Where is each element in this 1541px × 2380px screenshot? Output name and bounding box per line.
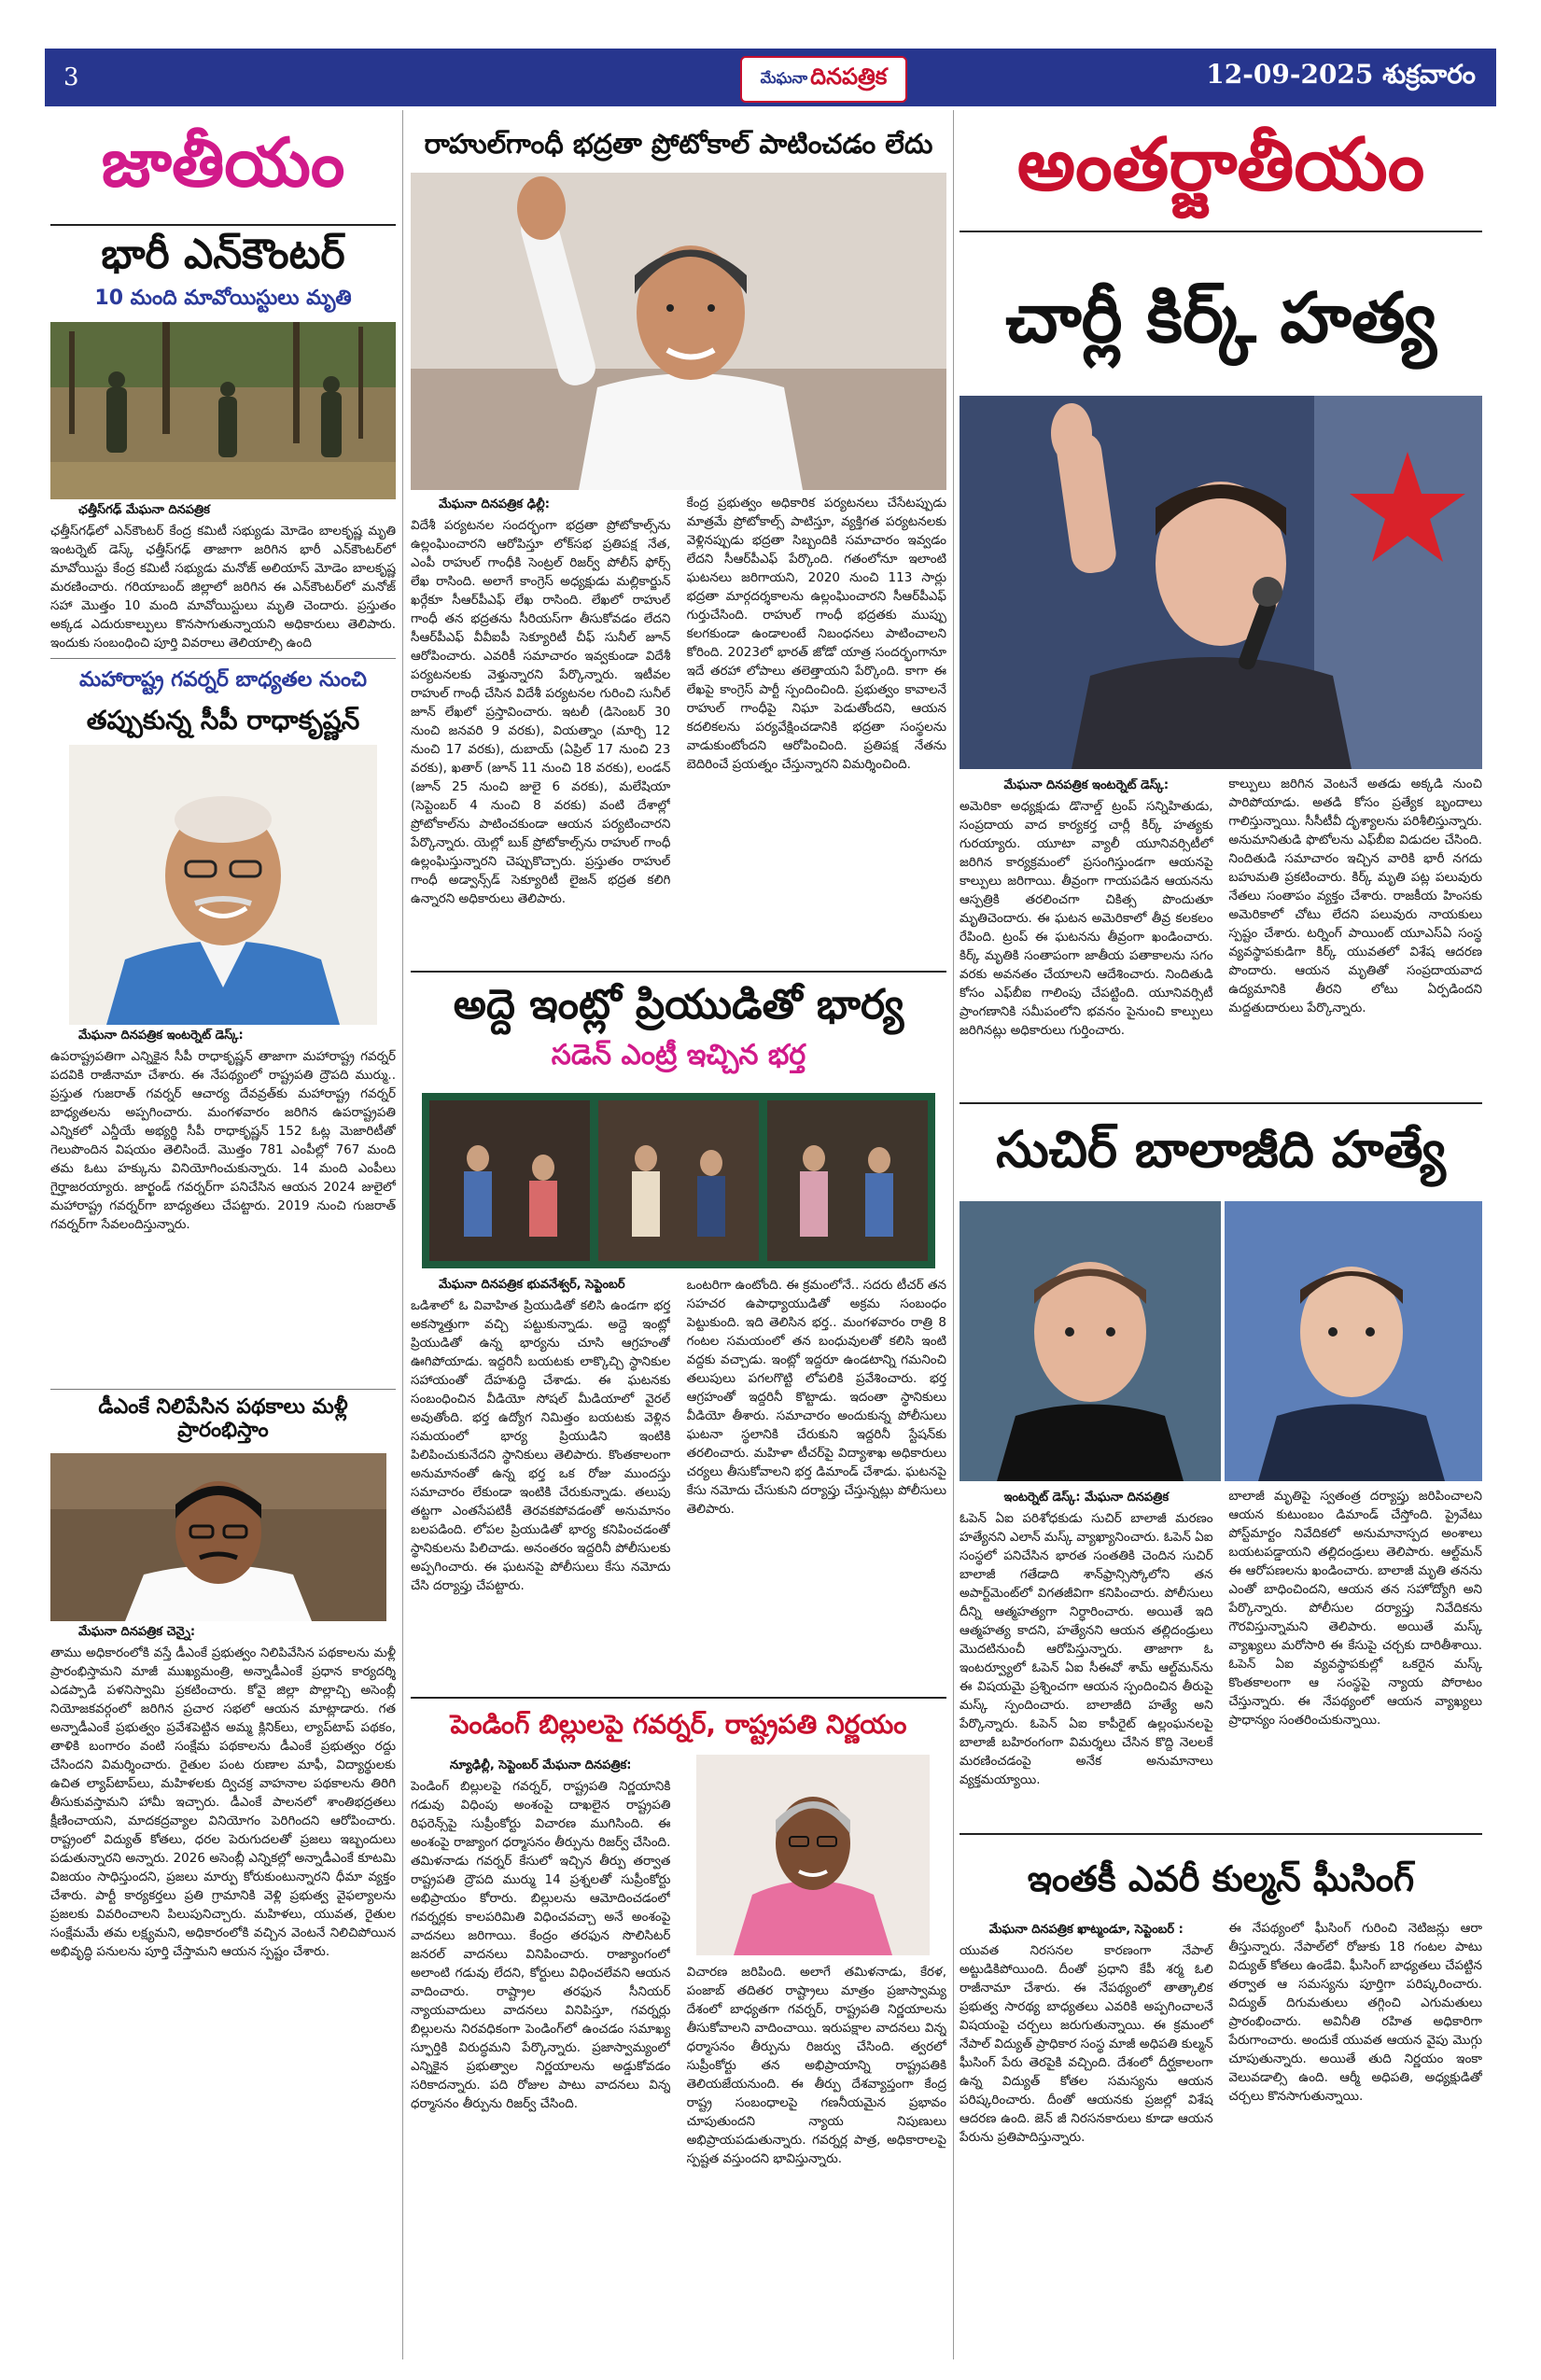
divider	[960, 1102, 1482, 1104]
bills-headline: పెండింగ్ బిల్లులపై గవర్నర్, రాష్ట్రపతి నిర్ణయం	[450, 1708, 907, 1740]
palaniswami-caption: మేఘనా దినపత్రిక చెన్నై:	[78, 1625, 196, 1640]
rahul-caption: మేఘనా దినపత్రిక ఢిల్లీ:	[439, 497, 550, 512]
radhakrishnan-caption: మేఘనా దినపత్రిక ఇంటర్నెట్ డెస్క్:	[78, 1028, 244, 1043]
radhakrishnan-headline-2: తప్పుకున్న సీపీ రాధాకృష్ణన్	[86, 704, 360, 735]
divider	[50, 658, 396, 659]
masthead-small: మేఘనా	[760, 68, 808, 87]
masthead-title: దినపత్రిక	[810, 63, 888, 90]
divider	[50, 224, 396, 226]
wife-subhead: సడెన్ ఎంట్రీ ఇచ్చిన భర్త	[551, 1038, 806, 1071]
palaniswami-headline: డీఎంకే నిలిపేసిన పథకాలు మళ్లీ ప్రారంభిస్తాం	[98, 1394, 348, 1443]
kirk-caption: మేఘనా దినపత్రిక ఇంటర్నెట్ డెస్క్:	[1003, 778, 1170, 793]
kirk-photo	[960, 396, 1482, 769]
rahul-body-left: విదేశీ పర్యటనల సందర్భంగా భద్రతా ప్రోటోకాల్స్‌ను ఉల్లంఘించారని ఆరోపిస్తూ లోక్‌సభ ప్రతిపక్ష నేత, ఎంపీ రాహుల్ గాంధీకి సెంట్రల్ రిజర్వ్ పోలీస్ ఫోర్స్ లేఖ రాసింది. అలాగే కాంగ్రెస్ అధ్యక్షుడు మల్లికార్జున్ ఖర్గేకూ సీఆర్‌పీఎఫ్ లేఖ రాసింది. లేఖలో రాహుల్ గాంధీ తన భద్రతను సీరియస్‌గా తీసుకోవడం లేదని సీఆర్‌పీఎఫ్ వీవీఐపీ సెక్యూరిటీ చీఫ్ సునీల్ జూన్ ఆరోపించారు. ఎవరికీ సమాచారం ఇవ్వకుండా విదేశీ పర్యటనలకు వెళ్తున్నారని పేర్కొన్నారు. ఇటీవల రాహుల్ గాంధీ చేసిన విదేశీ పర్యటనల గురించి సునీల్ జూన్ లేఖలో ప్రస్తావించారు. ఇటలీ (డిసెంబర్ 30 నుంచి జనవరి 9 వరకు), వియత్నాం (మార్చి 12 నుంచి 17 వరకు), దుబాయ్ (ఏప్రిల్ 17 నుంచి 23 వరకు), ఖతార్ (జూన్ 11 నుంచి 18 వరకు), లండన్ (జూన్ 25 నుంచి జులై 6 వరకు), మలేషియా (సెప్టెంబర్ 4 నుంచి 8 వరకు) వంటి దేశాల్లో ప్రోటోకాల్‌ను పాటించకుండా ఆయన పర్యటించారని పేర్కొన్నారు. యెల్లో బుక్ ప్రోటోకాల్స్‌ను రాహుల్ గాంధీ ఉల్లంఘిస్తున్నారని చెప్పుకొచ్చారు. ప్రస్తుతం రాహుల్ గాంధీ అడ్వాన్స్‌డ్ సెక్యూరిటీ లైజన్ భద్రత కలిగి ఉన్నారని అధికారులు తెలిపారు.	[411, 518, 671, 907]
radhakrishnan-body: ఉపరాష్ట్రపతిగా ఎన్నికైన సీపీ రాధాకృష్ణన్ తాజాగా మహారాష్ట్ర గవర్నర్ పదవికి రాజీనామా చేశారు. ఈ నేపథ్యంలో రాష్ట్రపతి ద్రౌపది ముర్ము.. ప్రస్తుత గుజరాత్ గవర్నర్ ఆచార్య దేవవ్రత్‌కు మహారాష్ట్ర గవర్నర్ బాధ్యతలను అప్పగించారు. మంగళవారం జరిగిన ఉపరాష్ట్రపతి ఎన్నికలో ఎన్డీయే అభ్యర్థి సీపీ రాధాకృష్ణన్ 152 ఓట్ల మెజారిటీతో గెలుపొందిన విషయం తెలిసిందే. మొత్తం 781 ఎంపీల్లో 767 మంది తమ ఓటు హక్కును వినియోగించుకున్నారు. 14 మంది ఎంపీలు గైర్హాజరయ్యారు. జార్ఖండ్ గవర్నర్‌గా పనిచేసిన ఆయన 2024 జులైలో మహారాష్ట్ర గవర్నర్‌గా బాధ్యతలు చేపట్టారు. 2019 నుంచి గుజరాత్ గవర్నర్‌గా సేవలందిస్తున్నారు.	[50, 1048, 396, 1232]
encounter-body: ఛత్తీస్‌గఢ్‌లో ఎన్‌కౌంటర్ కేంద్ర కమిటీ సభ్యుడు మోడెం బాలకృష్ణ మృతి ఇంటర్నెట్ డెస్క్ ఛత్తీస్‌గఢ్ తాజాగా జరిగిన భారీ ఎన్‌కౌంటర్‌లో మావోయిస్టు కేంద్ర కమిటీ సభ్యుడు మనోజ్ అలియాస్ మోడెం బాలకృష్ణ మరణించారు. గరియాబంద్ జిల్లాలో జరిగిన ఈ ఎన్‌కౌంటర్‌లో మనోజ్ సహా మొత్తం 10 మంది మావోయిస్టులు మృతి చెందారు. ప్రస్తుతం అక్కడ ఎదురుకాల్పులు కొనసాగుతున్నాయని అధికారులు తెలిపారు. ఇందుకు సంబంధించి పూర్తి వివరాలు తెలియాల్సి ఉంది	[50, 523, 396, 651]
rahul-body-columns	[411, 494, 946, 965]
encounter-headline: భారీ ఎన్‌కౌంటర్	[101, 231, 345, 278]
balaji-headline: సుచిర్ బాలాజీది హత్యే	[996, 1120, 1446, 1180]
wife-body-right: ఒంటరిగా ఉంటోంది. ఈ క్రమంలోనే.. సదరు టీచర్ తన సహచర ఉపాధ్యాయుడితో అక్రమ సంబంధం పెట్టుకుంది. ఇది తెలిసిన భర్త.. మంగళవారం రాత్రి 8 గంటల సమయంలో తన బంధువులతో కలిసి ఇంటి వద్దకు వచ్చాడు. ఇంట్లో ఇద్దరూ ఉండటాన్ని గమనించి తలుపులు పగలగొట్టి లోపలికి ప్రవేశించారు. భర్త ఆగ్రహంతో ఇద్దరినీ కొట్టాడు. ఇదంతా స్థానికులు వీడియో తీశారు. సమాచారం అందుకున్న పోలీసులు ఘటనా స్థలానికి చేరుకుని ఇద్దరినీ స్టేషన్‌కు తరలించారు. మహిళా టీచర్‌పై విద్యాశాఖ అధికారులు చర్యలు తీసుకోవాలని భర్త డిమాండ్ చేశాడు. ఘటనపై కేసు నమోదు చేసుకుని దర్యాప్తు చేస్తున్నట్లు పోలీసులు తెలిపారు.	[686, 1277, 946, 1517]
issue-date: 12-09-2025 శుక్రవారం	[1206, 59, 1476, 90]
national-column	[50, 110, 396, 2148]
divider	[960, 231, 1482, 232]
wife-body-left: ఒడిశాలో ఓ వివాహిత ప్రియుడితో కలిసి ఉండగా భర్త అకస్మాత్తుగా వచ్చి పట్టుకున్నాడు. అద్దె ఇంట్లో ప్రియుడితో ఉన్న భార్యను చూసి ఆగ్రహంతో ఊగిపోయాడు. ఇద్దరినీ బయటకు లాక్కొచ్చి స్థానికుల సహాయంతో దేహశుద్ధి చేశాడు. ఈ ఘటనకు సంబంధించిన వీడియో సోషల్ మీడియాలో వైరల్ అవుతోంది. భర్త ఉద్యోగ నిమిత్తం బయటకు వెళ్లిన సమయంలో భార్య ప్రియుడిని ఇంటికి పిలిపించుకునేదని స్థానికులు తెలిపారు. కొంతకాలంగా అనుమానంతో ఉన్న భర్త ఒక రోజు ముందస్తు సమాచారం లేకుండా ఇంటికి చేరుకున్నాడు. తలుపు తట్టగా ఎంతసేపటికీ తెరవకపోవడంతో అనుమానం బలపడింది. లోపల ప్రియుడితో భార్య కనిపించడంతో స్థానికులను పిలిచాడు. అనంతరం ఇద్దరినీ పోలీసులకు అప్పగించారు. ఈ ఘటనపై పోలీసులు కేసు నమోదు చేసి దర్యాప్తు చేపట్టారు.	[411, 1297, 671, 1593]
international-column	[960, 110, 1482, 2175]
divider	[50, 1389, 396, 1390]
encounter-photo	[50, 322, 396, 499]
balaji-body-left: ఓపెన్ ఏఐ పరిశోధకుడు సుచిర్ బాలాజీ మరణం హత్యేనని ఎలాన్ మస్క్ వ్యాఖ్యానించారు. ఓపెన్ ఏఐ సంస్థలో పనిచేసిన భారత సంతతికి చెందిన సుచిర్ బాలాజీ గతేడాది శాన్‌ఫ్రాన్సిస్కోలోని తన అపార్ట్‌మెంట్‌లో విగతజీవిగా కనిపించారు. పోలీసులు దీన్ని ఆత్మహత్యగా నిర్ధారించారు. అయితే ఇది ఆత్మహత్య కాదని, హత్యేనని ఆయన తల్లిదండ్రులు మొదటినుంచీ ఆరోపిస్తున్నారు. తాజాగా ఓ ఇంటర్వ్యూలో ఓపెన్ ఏఐ సీఈవో శామ్ ఆల్ట్‌మన్‌ను ఈ విషయమై ప్రశ్నించగా ఆయన స్పందించిన తీరుపై మస్క్ స్పందించారు. బాలాజీది హత్యే అని పేర్కొన్నారు. ఓపెన్ ఏఐ కాపీరైట్ ఉల్లంఘనలపై బాలాజీ బహిరంగంగా విమర్శలు చేసిన కొద్ది నెలలకే మరణించడంపై అనేక అనుమానాలు వ్యక్తమయ్యాయి.	[960, 1511, 1213, 1788]
kulman-body-right: ఈ నేపథ్యంలో ఘీసింగ్ గురించి నెటిజన్లు ఆరా తీస్తున్నారు. నేపాల్‌లో రోజుకు 18 గంటల పాటు విద్యుత్ కోతలు ఉండేవి. ఘీసింగ్ బాధ్యతలు చేపట్టిన తర్వాత ఆ సమస్యను పూర్తిగా పరిష్కరించారు. విద్యుత్ దిగుమతులు తగ్గించి ఎగుమతులు ప్రారంభించారు. అవినీతి రహిత అధికారిగా పేరుగాంచారు. అందుకే యువత ఆయన వైపు మొగ్గు చూపుతున్నారు. అయితే తుది నిర్ణయం ఇంకా వెలువడాల్సి ఉంది. ఆర్మీ అధిపతి, అధ్యక్షుడితో చర్చలు కొనసాగుతున్నాయి.	[1228, 1920, 1482, 2104]
kulman-body-left: యువత నిరసనల కారణంగా నేపాల్ అట్టుడికిపోయింది. దీంతో ప్రధాని కేపీ శర్మ ఓలి రాజీనామా చేశారు. ఈ నేపథ్యంలో తాత్కాలిక ప్రభుత్వ సారథ్య బాధ్యతలు ఎవరికి అప్పగించాలనే విషయంపై చర్చలు జరుగుతున్నాయి. ఈ క్రమంలో నేపాల్ విద్యుత్ ప్రాధికార సంస్థ మాజీ అధిపతి కుల్మన్ ఘీసింగ్ పేరు తెరపైకి వచ్చింది. దేశంలో దీర్ఘకాలంగా ఉన్న విద్యుత్ కోతల సమస్యను ఆయన పరిష్కరించారు. దీంతో ఆయనకు ప్రజల్లో విశేష ఆదరణ ఉంది. జెన్ జీ నిరసనకారులు కూడా ఆయన పేరును ప్రతిపాదిస్తున్నారు.	[960, 1942, 1213, 2145]
radhakrishnan-photo	[69, 745, 377, 1025]
divider	[411, 971, 946, 973]
international-section-title: అంతర్జాతీయం	[1016, 123, 1425, 207]
bills-body-left: పెండింగ్ బిల్లులపై గవర్నర్, రాష్ట్రపతి నిర్ణయానికి గడువు విధింపు అంశంపై దాఖలైన రాష్ట్రపతి రిఫరెన్స్‌పై సుప్రీంకోర్టు విచారణ ముగిసింది. ఈ అంశంపై రాజ్యాంగ ధర్మాసనం తీర్పును రిజర్వ్ చేసింది. తమిళనాడు గవర్నర్ కేసులో ఇచ్చిన తీర్పు తర్వాత రాష్ట్రపతి ద్రౌపది ముర్ము 14 ప్రశ్నలతో సుప్రీంకోర్టు అభిప్రాయం కోరారు. బిల్లులను ఆమోదించడంలో గవర్నర్లకు కాలపరిమితి విధించవచ్చా అనే అంశంపై వాదనలు జరిగాయి. కేంద్రం తరఫున సొలిసిటర్ జనరల్ వాదనలు వినిపించారు. రాజ్యాంగంలో అలాంటి గడువు లేదని, కోర్టులు విధించలేవని ఆయన వాదించారు. రాష్ట్రాల తరఫున సీనియర్ న్యాయవాదులు వాదనలు వినిపిస్తూ, గవర్నర్లు బిల్లులను నిరవధికంగా పెండింగ్‌లో ఉంచడం సమాఖ్య స్ఫూర్తికి విరుద్ధమని పేర్కొన్నారు. ప్రజాస్వామ్యంలో ఎన్నికైన ప్రభుత్వాల నిర్ణయాలను అడ్డుకోవడం సరికాదన్నారు. పది రోజుల పాటు వాదనలు విన్న ధర్మాసనం తీర్పును రిజర్వ్ చేసింది.	[411, 1779, 671, 2112]
kulman-headline: ఇంతకీ ఎవరీ కుల్మన్ ఘీసింగ్	[1027, 1858, 1415, 1900]
musk-altman-photo	[960, 1201, 1482, 1481]
column-divider-1	[402, 110, 403, 2359]
balaji-caption: ఇంటర్నెట్ డెస్క్: మేఘనా దినపత్రిక	[1003, 1491, 1170, 1505]
wife-caption: మేఘనా దినపత్రిక భువనేశ్వర్, సెప్టెంబర్	[439, 1277, 625, 1292]
divider	[411, 1697, 946, 1699]
page-number: 3	[63, 63, 79, 91]
wife-body-columns	[411, 1274, 946, 1691]
bills-caption: న్యూఢిల్లీ, సెప్టెంబర్ మేఘనా దినపత్రిక:	[449, 1758, 632, 1773]
rahul-photo	[411, 173, 946, 490]
rahul-headline: రాహుల్‌గాంధీ భద్రతా ప్రోటోకాల్ పాటించడం లేదు	[424, 128, 933, 160]
palaniswami-body: తాము అధికారంలోకి వస్తే డీఎంకే ప్రభుత్వం నిలిపివేసిన పథకాలను మళ్లీ ప్రారంభిస్తామని మాజీ ముఖ్యమంత్రి, అన్నాడీఎంకే ప్రధాన కార్యదర్శి ఎడప్పాడి పళనిస్వామి ప్రకటించారు. కోవై జిల్లా పొల్లాచ్చి అసెంబ్లీ నియోజకవర్గంలో జరిగిన ప్రచార సభలో ఆయన మాట్లాడారు. గత అన్నాడీఎంకే ప్రభుత్వం ప్రవేశపెట్టిన అమ్మ క్లినిక్‌లు, ల్యాప్‌టాప్ పథకం, తాళికి బంగారం వంటి సంక్షేమ పథకాలను డీఎంకే ప్రభుత్వం రద్దు చేసిందని విమర్శించారు. రైతుల పంట రుణాల మాఫీ, విద్యార్థులకు ఉచిత ల్యాప్‌టాప్‌లు, మహిళలకు ద్విచక్ర వాహనాల పథకాలను తిరిగి తీసుకువస్తామని హామీ ఇచ్చారు. డీఎంకే పాలనలో శాంతిభద్రతలు క్షీణించాయని, మాదకద్రవ్యాల వినియోగం పెరిగిందని ఆరోపించారు. రాష్ట్రంలో విద్యుత్ కోతలు, ధరల పెరుగుదలతో ప్రజలు ఇబ్బందులు పడుతున్నారని అన్నారు. 2026 అసెంబ్లీ ఎన్నికల్లో అన్నాడీఎంకే కూటమి విజయం సాధిస్తుందని, ప్రజలు మార్పు కోరుకుంటున్నారని ధీమా వ్యక్తం చేశారు. పార్టీ కార్యకర్తలు ప్రతి గ్రామానికి వెళ్లి ప్రభుత్వ వైఫల్యాలను ప్రజలకు వివరించాలని పిలుపునిచ్చారు. మహిళలు, యువత, రైతుల సంక్షేమమే తమ లక్ష్యమని, అధికారంలోకి వచ్చిన వెంటనే నిలిచిపోయిన అభివృద్ధి పనులను పూర్తి చేస్తామని ఆయన స్పష్టం చేశారు.	[50, 1645, 396, 1960]
column-divider-2	[953, 110, 954, 2359]
kirk-headline: చార్లీ కిర్క్ హత్య	[1005, 278, 1436, 358]
wife-headline: అద్దె ఇంట్లో ప్రియుడితో భార్య	[453, 981, 904, 1029]
national-section-title: జాతీయం	[101, 123, 345, 202]
wife-video-stills	[422, 1093, 935, 1268]
bills-body-right: విచారణ జరిపింది. అలాగే తమిళనాడు, కేరళ, పంజాబ్ తదితర రాష్ట్రాలు మాత్రం ప్రజాస్వామ్య దేశంలో బాధ్యతగా గవర్నర్, రాష్ట్రపతి నిర్ణయాలను తీసుకోవాలని వాదించాయి. ఇరుపక్షాల వాదనలు విన్న ధర్మాసనం తీర్పును రిజర్వు చేసింది. త్వరలో సుప్రీంకోర్టు తన అభిప్రాయాన్ని రాష్ట్రపతికి తెలియజేయనుంది. ఈ తీర్పు దేశవ్యాప్తంగా కేంద్ర రాష్ట్ర సంబంధాలపై గణనీయమైన ప్రభావం చూపుతుందని న్యాయ నిపుణులు అభిప్రాయపడుతున్నారు. గవర్నర్ల పాత్ర, అధికారాలపై స్పష్టత వస్తుందని భావిస్తున్నారు.	[686, 1965, 946, 2167]
balaji-body-columns	[960, 1487, 1482, 1827]
page-header-bar	[45, 49, 1496, 106]
divider	[960, 1833, 1482, 1835]
kulman-caption: మేఘనా దినపత్రిక ఖాట్మండూ, సెప్టెంబర్ :	[988, 1922, 1184, 1937]
murmu-photo	[696, 1755, 930, 1955]
balaji-body-right: బాలాజీ మృతిపై స్వతంత్ర దర్యాప్తు జరిపించాలని ఆయన కుటుంబం డిమాండ్ చేస్తోంది. ప్రైవేటు పోస్ట్‌మార్టం నివేదికలో అనుమానాస్పద అంశాలు బయటపడ్డాయని తల్లిదండ్రులు తెలిపారు. ఆల్ట్‌మన్ ఈ ఆరోపణలను ఖండించారు. బాలాజీ మృతి తనను ఎంతో బాధించిందని, ఆయన తన సహోద్యోగి అని పేర్కొన్నారు. పోలీసుల దర్యాప్తు నివేదికను గౌరవిస్తున్నామని తెలిపారు. అయితే మస్క్ వ్యాఖ్యలు మరోసారి ఈ కేసుపై చర్చకు దారితీశాయి. ఓపెన్ ఏఐ వ్యవస్థాపకుల్లో ఒకరైన మస్క్ కొంతకాలంగా ఆ సంస్థపై న్యాయ పోరాటం చేస్తున్నారు. ఈ నేపథ్యంలో ఆయన వ్యాఖ్యలు ప్రాధాన్యం సంతరించుకున్నాయి.	[1228, 1489, 1482, 1729]
palaniswami-photo	[50, 1453, 386, 1621]
kulman-body-columns	[960, 1919, 1482, 2175]
masthead-logo	[740, 56, 907, 103]
kirk-body-columns	[960, 775, 1482, 1097]
bills-body-columns	[411, 1755, 946, 2220]
center-column	[411, 110, 946, 2220]
encounter-caption: ఛత్తీస్‌గఢ్ మేఘనా దినపత్రిక	[78, 502, 210, 517]
kirk-body-right: కాల్పులు జరిగిన వెంటనే అతడు అక్కడి నుంచి పారిపోయాడు. అతడి కోసం ప్రత్యేక బృందాలు గాలిస్తున్నాయి. సీసీటీవీ దృశ్యాలను పరిశీలిస్తున్నారు. అనుమానితుడి ఫొటోలను ఎఫ్‌బీఐ విడుదల చేసింది. నిందితుడి సమాచారం ఇచ్చిన వారికి భారీ నగదు బహుమతి ప్రకటించారు. కిర్క్ మృతి పట్ల పలువురు నేతలు సంతాపం వ్యక్తం చేశారు. రాజకీయ హింసకు అమెరికాలో చోటు లేదని పలువురు నాయకులు స్పష్టం చేశారు. టర్నింగ్ పాయింట్ యూఎస్ఏ సంస్థ వ్యవస్థాపకుడిగా కిర్క్ యువతలో విశేష ఆదరణ పొందారు. ఆయన మృతితో సంప్రదాయవాద ఉద్యమానికి తీరని లోటు ఏర్పడిందని మద్దతుదారులు పేర్కొన్నారు.	[1228, 777, 1482, 1016]
rahul-body-right: కేంద్ర ప్రభుత్వం అధికారిక పర్యటనలు చేసేటప్పుడు మాత్రమే ప్రోటోకాల్స్ పాటిస్తూ, వ్యక్తిగత పర్యటనలకు వెళ్లినప్పుడు భద్రతా సిబ్బందికి సమాచారం ఇవ్వడం లేదని సీఆర్‌పీఎఫ్ పేర్కొంది. గతంలోనూ ఇలాంటి ఘటనలు జరిగాయని, 2020 నుంచి 113 సార్లు భద్రతా మార్గదర్శకాలను ఉల్లంఘించారని సీఆర్‌పీఎఫ్ గుర్తుచేసింది. రాహుల్ గాంధీ భద్రతకు ముప్పు కలగకుండా ఉండాలంటే నిబంధనలు పాటించాలని కోరింది. 2023లో భారత్ జోడో యాత్ర సందర్భంగానూ ఇదే తరహా లోపాలు తలెత్తాయని పేర్కొంది. కాగా ఈ లేఖపై కాంగ్రెస్ పార్టీ స్పందించింది. ప్రభుత్వం కావాలనే రాహుల్ గాంధీపై నిఘా పెడుతోందని, ఆయన కదలికలను పర్యవేక్షించడానికి భద్రతా సంస్థలను వాడుకుంటోందని ఆరోపించింది. ప్రతిపక్ష నేతను బెదిరించే ప్రయత్నం చేస్తున్నారని విమర్శించింది.	[686, 496, 946, 773]
radhakrishnan-headline-1: మహారాష్ట్ర గవర్నర్ బాధ్యతల నుంచి	[78, 667, 368, 692]
kirk-body-left: అమెరికా అధ్యక్షుడు డొనాల్డ్ ట్రంప్ సన్నిహితుడు, సంప్రదాయ వాద కార్యకర్త చార్లీ కిర్క్ హత్యకు గురయ్యారు. యూటా వ్యాలీ యూనివర్సిటీలో జరిగిన కార్యక్రమంలో ప్రసంగిస్తుండగా ఆయనపై కాల్పులు జరిగాయి. తీవ్రంగా గాయపడిన ఆయనను ఆస్పత్రికి తరలించగా చికిత్స పొందుతూ మృతిచెందారు. ఈ ఘటన అమెరికాలో తీవ్ర కలకలం రేపింది. ట్రంప్ ఈ ఘటనను తీవ్రంగా ఖండించారు. కిర్క్ మృతికి సంతాపంగా జాతీయ పతాకాలను సగం వరకు అవనతం చేయాలని ఆదేశించారు. నిందితుడి కోసం ఎఫ్‌బీఐ గాలింపు చేపట్టింది. యూనివర్సిటీ ప్రాంగణానికి సమీపంలోని భవనం పైనుంచి కాల్పులు జరిగినట్లు అధికారులు గుర్తించారు.	[960, 799, 1213, 1039]
encounter-subhead: 10 మంది మావోయిస్టులు మృతి	[94, 286, 352, 310]
